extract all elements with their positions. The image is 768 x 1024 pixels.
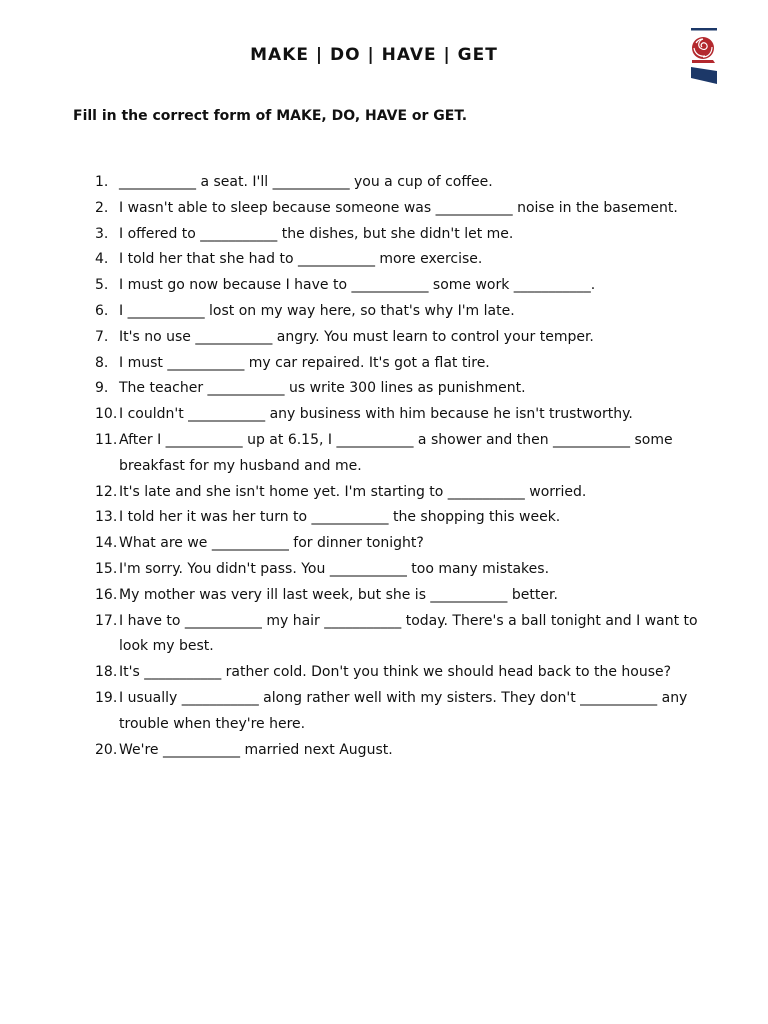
exercise-item [95,222,725,248]
page-title: MAKE | DO | HAVE | GET [250,45,498,65]
item-text: I offered to ___________ the dishes, but she didn't let me. [119,225,514,242]
exercise-item [95,299,725,325]
instructions: Fill in the correct form of MAKE, DO, HAVE or GET. [73,108,468,124]
item-number: 3. [95,225,109,242]
exercise-item [95,351,725,377]
item-text: I couldn't ___________ any business with him because he isn't trustworthy. [119,406,633,423]
item-number: 6. [95,302,109,319]
exercise-item [95,196,725,222]
exercise-item [95,531,725,557]
item-text: I usually ___________ along rather well with my sisters. They don't ___________ any trouble when they're here. [119,689,688,732]
item-number: 5. [95,277,109,294]
exercise-item [95,428,725,480]
item-text: What are we ___________ for dinner tonight? [119,535,424,552]
item-text: I told her that she had to ___________ more exercise. [119,251,483,268]
exercise-item [95,376,725,402]
item-number: 8. [95,354,109,371]
item-text: We're ___________ married next August. [119,741,393,758]
exercise-item [95,557,725,583]
item-text: It's no use ___________ angry. You must learn to control your temper. [119,328,594,345]
exercise-item [95,247,725,273]
item-number: 1. [95,174,109,190]
item-text: My mother was very ill last week, but she is ___________ better. [119,586,558,603]
item-number: 11. [95,431,118,448]
item-text: ___________ a seat. I'll ___________ you a cup of coffee. [119,174,493,190]
exercise-item [95,273,725,299]
item-number: 17. [95,612,118,629]
item-number: 18. [95,664,118,681]
exercise-item [95,609,725,661]
item-number: 13. [95,509,118,526]
item-text: I must go now because I have to ___________ some work ___________. [119,277,596,294]
item-number: 16. [95,586,118,603]
item-text: The teacher ___________ us write 300 lines as punishment. [119,380,526,397]
item-text: It's late and she isn't home yet. I'm starting to ___________ worried. [119,483,587,500]
item-number: 4. [95,251,109,268]
item-text: I have to ___________ my hair ___________ today. There's a ball tonight and I want to look my best. [119,612,698,655]
item-text: I told her it was her turn to ___________ the shopping this week. [119,509,561,526]
exercise-list [95,170,725,763]
item-number: 12. [95,483,118,500]
item-text: I'm sorry. You didn't pass. You ___________ too many mistakes. [119,560,550,577]
item-number: 14. [95,535,118,552]
exercise-item [95,480,725,506]
item-number: 19. [95,689,118,706]
item-number: 9. [95,380,109,397]
exercise-item [95,686,725,738]
item-number: 20. [95,741,118,758]
item-text: After I ___________ up at 6.15, I ___________ a shower and then ___________ some breakfast for my husband and me. [119,431,673,474]
exercise-item [95,402,725,428]
exercise-item [95,660,725,686]
exercise-item [95,325,725,351]
item-text: It's ___________ rather cold. Don't you think we should head back to the house? [119,664,672,681]
item-number: 15. [95,560,118,577]
exercise-item [95,738,725,764]
item-number: 2. [95,199,109,216]
item-text: I ___________ lost on my way here, so that's why I'm late. [119,302,515,319]
exercise-item [95,505,725,531]
item-number: 7. [95,328,109,345]
item-text: I wasn't able to sleep because someone was ___________ noise in the basement. [119,199,678,216]
item-number: 10. [95,406,118,423]
rose-emblem-icon [683,27,723,85]
item-text: I must ___________ my car repaired. It's got a flat tire. [119,354,490,371]
exercise-item [95,170,725,196]
exercise-item [95,583,725,609]
